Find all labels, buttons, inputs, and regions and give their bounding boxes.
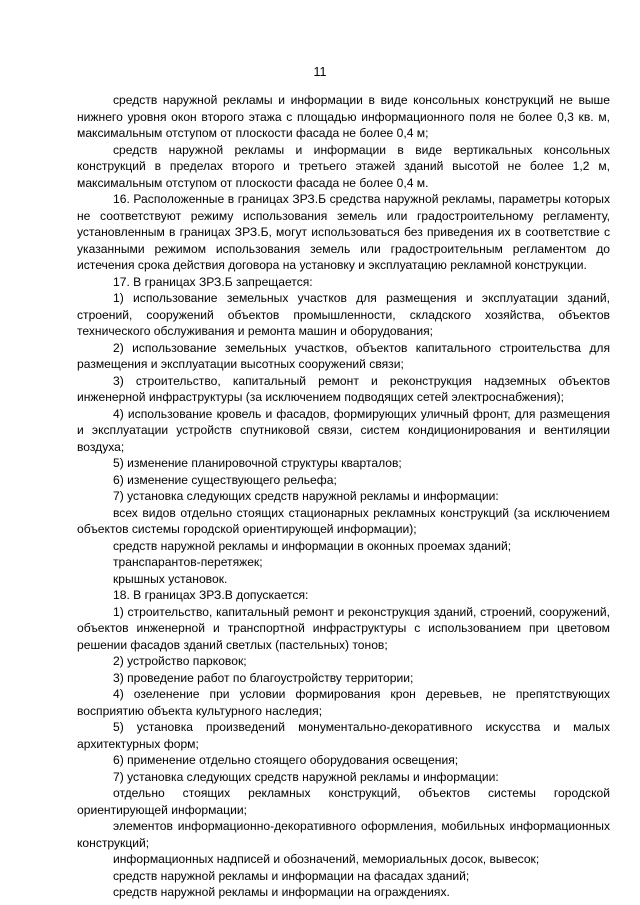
- paragraph: 18. В границах ЗРЗ.В допускается:: [113, 588, 309, 602]
- paragraph: 1) использование земельных участков для размещения и эксплуатации зданий, строений, сооружений объектов промышленности, складского хозяйства, объектов технического обслуживания и ремонта машин и оборудования;: [77, 291, 610, 338]
- paragraph: 3) проведение работ по благоустройству территории;: [113, 670, 414, 685]
- paragraph: 6) изменение существующего рельефа;: [113, 472, 337, 487]
- paragraph: средств наружной рекламы и информации в виде консольных конструкций не выше нижнего уровня окон второго этажа с площадью информационного поля не более 0,3 кв. м, максимальным отступом от плоскости фасада не более 0,4 м;: [77, 93, 610, 140]
- page-number: 11: [313, 65, 327, 79]
- paragraph: всех видов отдельно стоящих стационарных рекламных конструкций (за исключением объектов системы городской ориентирующей информации);: [77, 505, 610, 536]
- paragraph: 7) установка следующих средств наружной рекламы и информации:: [113, 769, 499, 784]
- paragraph: 2) использование земельных участков, объектов капитального строительства для размещения и эксплуатации высотных сооружений связи;: [77, 340, 610, 371]
- paragraph: средств наружной рекламы и информации в виде вертикальных консольных конструкций в пределах второго и третьего этажей зданий высотой не более 1,2 м, максимальным отступом от плоскости фасада не более 0,4 м.: [77, 142, 610, 190]
- paragraph: 2) устройство парковок;: [113, 654, 247, 668]
- paragraph: транспарантов-перетяжек;: [113, 555, 263, 569]
- paragraph: 4) использование кровель и фасадов, формирующих уличный фронт, для размещения и эксплуатации устройств спутниковой связи, систем кондиционирования и вентиляции воздуха;: [77, 406, 610, 454]
- paragraph: крышных установок.: [113, 571, 228, 586]
- paragraph: информационных надписей и обозначений, мемориальных досок, вывесок;: [113, 852, 540, 866]
- paragraph: 5) изменение планировочной структуры кварталов;: [113, 456, 402, 470]
- paragraph: средств наружной рекламы и информации в оконных проемах зданий;: [113, 538, 512, 553]
- document-body: [77, 92, 610, 901]
- paragraph: 5) установка произведений монументально-декоративного искусства и малых архитектурных форм;: [77, 720, 610, 751]
- paragraph: средств наружной рекламы и информации на ограждениях.: [113, 885, 450, 899]
- paragraph: средств наружной рекламы и информации на фасадах зданий;: [113, 868, 470, 883]
- paragraph: 6) применение отдельно стоящего оборудования освещения;: [113, 753, 459, 767]
- paragraph: элементов информационно-декоративного оформления, мобильных информационных конструкций;: [77, 819, 610, 850]
- paragraph: 3) строительство, капитальный ремонт и реконструкция надземных объектов инженерной инфраструктуры (за исключением подводящих сетей электроснабжения);: [77, 373, 610, 404]
- paragraph: 7) установка следующих средств наружной рекламы и информации:: [113, 489, 499, 503]
- paragraph: 4) озеленение при условии формирования крон деревьев, не препятствующих восприятию объекта культурного наследия;: [77, 687, 610, 718]
- paragraph: 1) строительство, капитальный ремонт и реконструкция зданий, строений, сооружений, объектов инженерной и транспортной инфраструктуры с использованием при цветовом решении фасадов зданий светлых (пастельных) тонов;: [77, 604, 610, 652]
- paragraph: 17. В границах ЗРЗ.Б запрещается:: [113, 274, 313, 289]
- paragraph: 16. Расположенные в границах ЗРЗ.Б средства наружной рекламы, параметры которых не соответствуют режиму использования земель или градостроительному регламенту, установленным в границах ЗРЗ.Б, могут использоваться без приведения их в соответствие с указанными режимом использования земель или градостроительным регламентом до истечения срока действия договора на установку и эксплуатацию рекламной конструкции.: [77, 192, 610, 272]
- paragraph: отдельно стоящих рекламных конструкций, объектов системы городской ориентирующей информации;: [77, 786, 610, 817]
